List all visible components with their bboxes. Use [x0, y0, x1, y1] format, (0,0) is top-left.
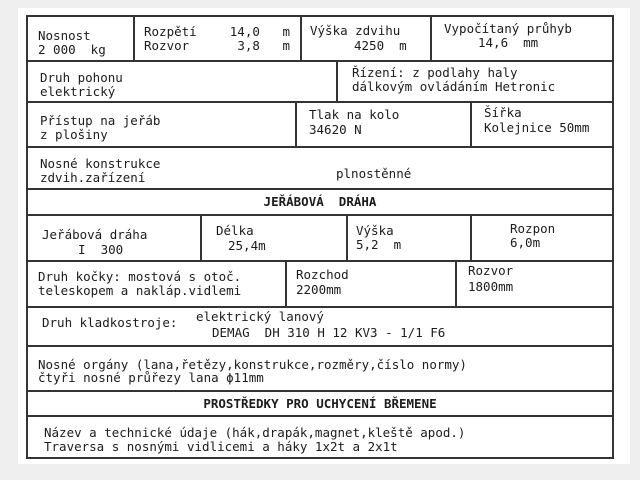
divider — [346, 214, 348, 262]
tlak-label: Tlak na kolo — [309, 107, 400, 122]
nosne-organy-value: čtyři nosné průřezy lana ϕ11mm — [38, 370, 264, 385]
nosnost-label: Nosnost — [38, 28, 91, 43]
delka-label: Délka — [216, 223, 254, 238]
kocky-line2: teleskopem a nakláp.vidlemi — [38, 283, 242, 298]
divider — [26, 188, 614, 190]
rozpon-label: Rozpon — [510, 221, 556, 236]
rozchod-label: Rozchod — [296, 267, 349, 282]
crane-spec-sheet — [18, 8, 630, 464]
rozvor2-value: 1800mm — [468, 279, 514, 294]
divider — [336, 60, 338, 103]
rozpeti-value: 14,0 m — [229, 24, 290, 39]
vyska-zdvihu-label: Výška zdvihu — [310, 23, 401, 38]
rozvor-value: 3,8 m — [237, 38, 290, 53]
draha-value: I 300 — [78, 242, 124, 257]
divider — [26, 306, 614, 308]
pruhyb-label: Vypočítaný průhyb — [444, 21, 572, 36]
rozvor2-label: Rozvor — [468, 263, 514, 278]
rizeni-line2: dálkovým ovládáním Hetronic — [352, 79, 556, 94]
divider — [26, 146, 614, 148]
divider — [200, 214, 202, 262]
kocky-line1: Druh kočky: mostová s otoč. — [38, 269, 242, 284]
sirka-label: Šířka — [484, 105, 522, 120]
nazev-label: Název a technické údaje (hák,drapák,magnet,kleště apod.) — [44, 425, 466, 440]
nosne-organy-label: Nosné orgány (lana,řetězy,konstrukce,rozměry,číslo normy) — [38, 357, 467, 372]
frame-right — [612, 15, 614, 459]
divider — [285, 260, 287, 308]
divider — [295, 101, 297, 148]
divider — [26, 345, 614, 347]
divider — [455, 260, 457, 308]
pohon-label: Druh pohonu — [40, 70, 123, 85]
divider — [26, 390, 614, 392]
konstrukce-value: plnostěnné — [336, 166, 412, 181]
divider — [26, 415, 614, 417]
kladkostroj-model: DEMAG DH 310 H 12 KV3 - 1/1 F6 — [212, 325, 446, 340]
divider — [470, 214, 472, 262]
frame-bottom — [26, 457, 614, 459]
kladkostroj-label: Druh kladkostroje: — [42, 315, 178, 330]
vyska-value: 5,2 m — [356, 237, 402, 252]
pristup-label: Přístup na jeřáb — [40, 113, 161, 128]
vyska-zdvihu-value: 4250 m — [354, 38, 407, 53]
konstrukce-line1: Nosné konstrukce — [40, 156, 161, 171]
divider — [26, 260, 614, 262]
konstrukce-line2: zdvih.zařízení — [40, 170, 146, 185]
divider — [300, 15, 302, 62]
rozpeti-label: Rozpětí — [144, 24, 197, 39]
kladkostroj-type: elektrický lanový — [196, 309, 324, 324]
divider — [133, 15, 135, 62]
frame-left — [26, 15, 28, 459]
divider — [26, 214, 614, 216]
draha-label: Jeřábová dráha — [42, 227, 148, 242]
divider — [26, 60, 614, 62]
tlak-value: 34620 N — [309, 122, 362, 137]
delka-value: 25,4m — [228, 238, 266, 253]
rizeni-line1: Řízení: z podlahy haly — [352, 65, 518, 80]
section-heading-draha: JEŘÁBOVÁ DRÁHA — [263, 194, 377, 209]
section-heading-prostredky: PROSTŘEDKY PRO UCHYCENÍ BŘEMENE — [203, 396, 437, 411]
pristup-value: z plošiny — [40, 127, 108, 142]
divider — [470, 101, 472, 148]
rozvor-label: Rozvor — [144, 38, 190, 53]
rozchod-value: 2200mm — [296, 282, 342, 297]
nazev-value: Traversa s nosnými vidlicemi a háky 1x2t a 2x1t — [44, 439, 398, 454]
divider — [26, 101, 614, 103]
divider — [430, 15, 432, 62]
rozpon-value: 6,0m — [510, 235, 541, 250]
sirka-value: Kolejnice 50mm — [484, 120, 590, 135]
frame-top — [26, 15, 614, 17]
pruhyb-value: 14,6 mm — [478, 35, 539, 50]
pohon-value: elektrický — [40, 84, 116, 99]
nosnost-value: 2 000 kg — [38, 42, 106, 57]
vyska-label: Výška — [356, 223, 394, 238]
